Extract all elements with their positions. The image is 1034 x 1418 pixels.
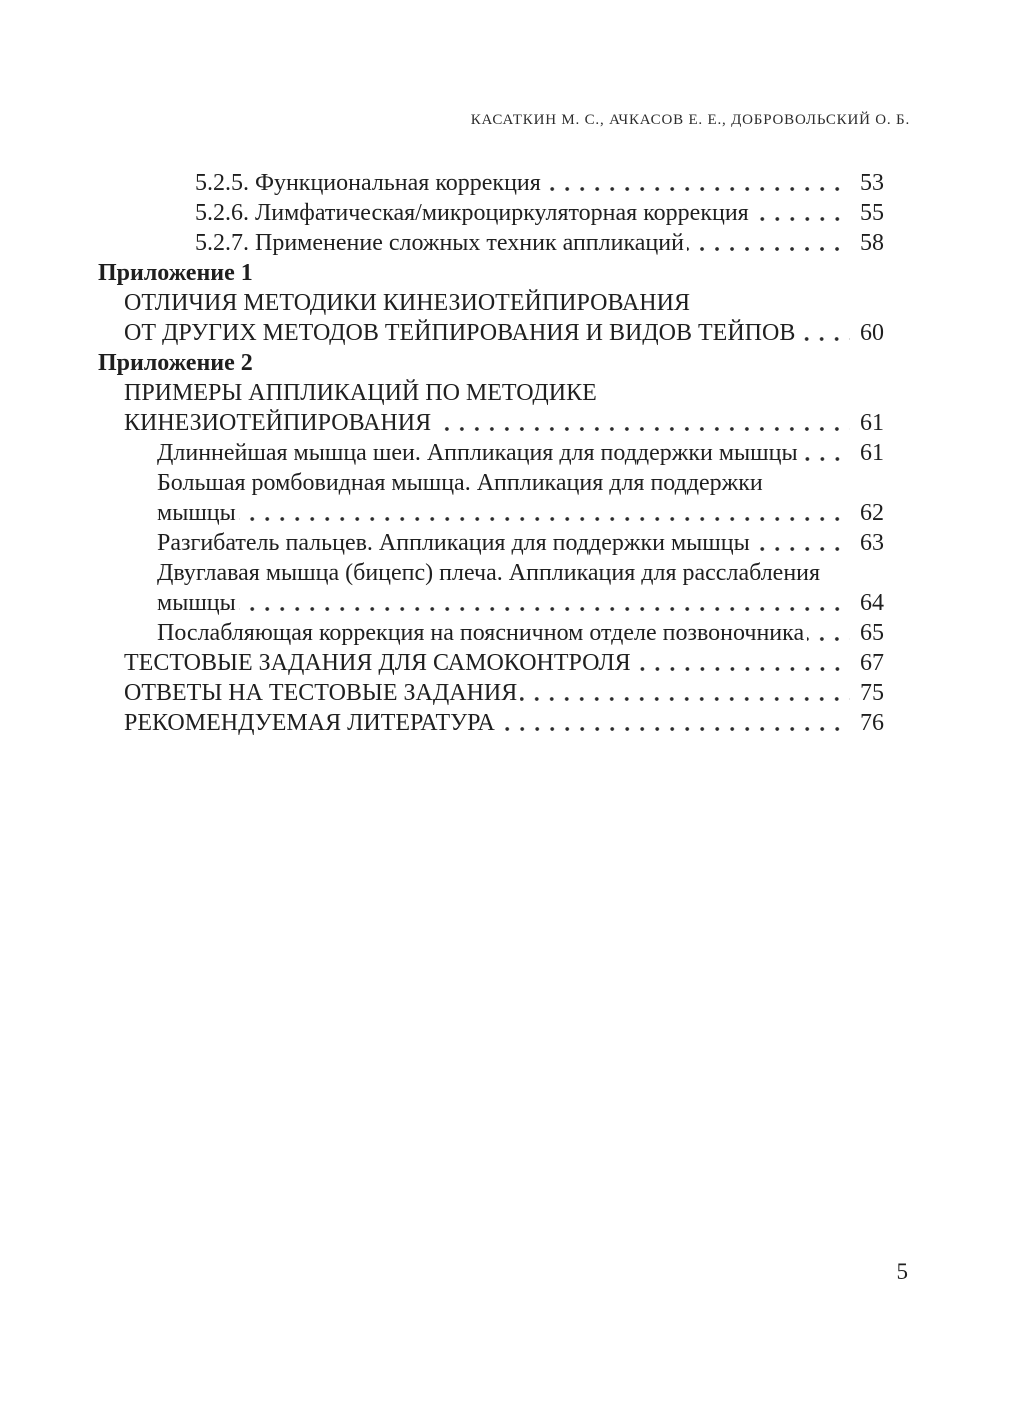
toc-row — [98, 708, 884, 738]
toc-entry-text: КИНЕЗИОТЕЙПИРОВАНИЯ — [124, 410, 432, 436]
toc-page-number: 53 — [860, 170, 884, 196]
toc-entry-text: РЕКОМЕНДУЕМАЯ ЛИТЕРАТУРА — [124, 710, 495, 736]
dot-leader — [687, 238, 850, 258]
dot-leader — [753, 538, 850, 558]
dot-leader — [544, 178, 850, 198]
toc-page-number: 76 — [860, 710, 884, 736]
toc-entry-text: Послабляющая коррекция на поясничном отделе позвоночника — [157, 620, 805, 646]
dot-leader — [239, 598, 850, 618]
toc-entry-text: Длиннейшая мышца шеи. Аппликация для поддержки мышцы — [157, 440, 798, 466]
toc-row — [98, 408, 884, 438]
running-header-authors: КАСАТКИН М. С., АЧКАСОВ Е. Е., ДОБРОВОЛЬСКИЙ О. Б. — [470, 112, 910, 128]
dot-leader — [752, 208, 850, 228]
dot-leader — [801, 448, 850, 468]
toc-entry-text: ОТ ДРУГИХ МЕТОДОВ ТЕЙПИРОВАНИЯ И ВИДОВ ТЕЙПОВ — [124, 320, 796, 346]
toc-page-number: 67 — [860, 650, 884, 676]
toc-page-number: 61 — [860, 440, 884, 466]
page-number: 5 — [896, 1259, 908, 1284]
toc-entry-text: ОТЛИЧИЯ МЕТОДИКИ КИНЕЗИОТЕЙПИРОВАНИЯ — [124, 290, 690, 316]
toc-page-number: 62 — [860, 500, 884, 526]
toc-row — [98, 438, 884, 468]
toc-page-number: 65 — [860, 620, 884, 646]
toc-row — [98, 618, 884, 648]
toc-row — [98, 198, 884, 228]
toc-row — [98, 678, 884, 708]
dot-leader — [239, 508, 850, 528]
dot-leader — [520, 688, 850, 708]
toc-page-number: 63 — [860, 530, 884, 556]
toc-row — [98, 468, 884, 498]
toc-entry-text: мышцы — [157, 500, 236, 526]
toc-entry-text: 5.2.6. Лимфатическая/микроциркуляторная коррекция — [195, 200, 749, 226]
toc-row — [98, 348, 884, 378]
toc-row — [98, 558, 884, 588]
dot-leader — [798, 328, 850, 348]
toc-row — [98, 648, 884, 678]
toc-row — [98, 228, 884, 258]
toc-row — [98, 318, 884, 348]
toc-page-number: 61 — [860, 410, 884, 436]
dot-leader — [498, 718, 850, 738]
toc-row — [98, 528, 884, 558]
dot-leader — [807, 628, 850, 648]
toc-page-number: 55 — [860, 200, 884, 226]
toc-entry-text: Приложение 1 — [98, 260, 253, 286]
toc-entry-text: ПРИМЕРЫ АППЛИКАЦИЙ ПО МЕТОДИКЕ — [124, 380, 597, 406]
table-of-contents — [98, 168, 884, 738]
toc-row — [98, 588, 884, 618]
dot-leader — [634, 658, 850, 678]
toc-page-number: 75 — [860, 680, 884, 706]
toc-entry-text: 5.2.5. Функциональная коррекция — [195, 170, 541, 196]
toc-page-number: 60 — [860, 320, 884, 346]
toc-entry-text: Приложение 2 — [98, 350, 253, 376]
dot-leader — [434, 418, 850, 438]
toc-row — [98, 258, 884, 288]
toc-entry-text: Двуглавая мышца (бицепс) плеча. Аппликация для расслабления — [157, 560, 821, 586]
toc-entry-text: ТЕСТОВЫЕ ЗАДАНИЯ ДЛЯ САМОКОНТРОЛЯ — [124, 650, 631, 676]
toc-entry-text: Разгибатель пальцев. Аппликация для поддержки мышцы — [157, 530, 750, 556]
toc-entry-text: 5.2.7. Применение сложных техник аппликаций — [195, 230, 684, 256]
toc-entry-text: ОТВЕТЫ НА ТЕСТОВЫЕ ЗАДАНИЯ — [124, 680, 518, 706]
toc-row — [98, 378, 884, 408]
toc-entry-text: мышцы — [157, 590, 236, 616]
toc-row — [98, 168, 884, 198]
toc-row — [98, 288, 884, 318]
toc-row — [98, 498, 884, 528]
toc-page-number: 58 — [860, 230, 884, 256]
toc-entry-text: Большая ромбовидная мышца. Аппликация для поддержки — [157, 470, 763, 496]
toc-page-number: 64 — [860, 590, 884, 616]
